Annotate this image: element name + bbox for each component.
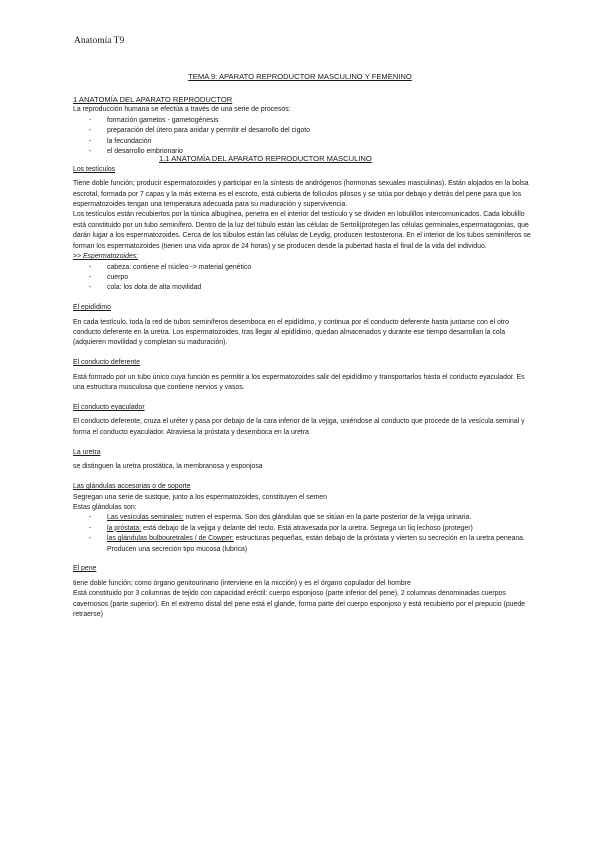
heading-glandulas: Las glándulas accesorias o de soporte [73, 483, 191, 491]
list-item: - cola: los dota de alta movilidad [73, 283, 533, 293]
process-list [73, 116, 533, 158]
paragraph: Estas glándulas son: [73, 503, 137, 511]
heading-conducto-eyaculador: El conducto eyaculador [73, 404, 145, 412]
page-header: Anatomía T9 [74, 36, 125, 46]
list-item [73, 513, 533, 523]
gland-desc: está debajo de la vejiga y delante del recto. Está atravesada por la uretra. Segrega un líq lechoso (proteger) [141, 524, 473, 532]
paragraph: Tiene doble función; producir espermatozoides y participar en la síntesis de andrógenos (hormonas sexuales masculinas). Están alojados en la bolsa escrotal, formada por 7 capas y la más externa es el escroto, está cubierta de folículos pilosos y se sitúa por debajo y detrás del pene para que los espermatozoides tengan una temperatura adecuada para su maduración y supervivencia. [73, 180, 529, 209]
list-item: - la fecundación [73, 137, 533, 147]
espermatozoides-label: >> Espermatozoides: [73, 253, 139, 261]
espermatozoides-list [73, 263, 533, 294]
paragraph: Está constituido por 3 columnas de tejido con capacidad eréctil: cuerpo esponjoso (parte inferior del pene), 2 columnas denominadas cuerpos cavernosos (parte superior). En el extremo distal del pene está el glande, forma parte del cuerpo esponjoso y está recubierto por el prepucio (puede retraerse) [73, 590, 525, 619]
subsection-heading-masculino: 1.1 ANATOMÍA DEL APARATO REPRODUCTOR MASCULINO [159, 154, 372, 164]
paragraph: El conducto deferente, cruza el uréter y pasa por debajo de la cara inferior de la vejiga, uniéndose al conducto que procede de la vesícula seminal y forma el conducto eyaculador. Atraviesa la próstata y desemboca en la uretra [73, 418, 525, 436]
gland-desc: nutren el esperma. Son dos glándulas que se sitúan en la parte posterior de la vejiga urinaria. [183, 514, 472, 522]
paragraph: En cada testículo, toda la red de tubos seminíferos desemboca en el epidídimo, y continua por el conducto deferente hasta juntarse con el otro conducto deferente en la uretra. Los espermatozoides, tras llegar al epidídimo, quedan almacenados y durante ese tiempo desarrollan la cola (adquieren movilidad y completan su maduración). [73, 318, 509, 347]
glandulas-list [73, 513, 533, 555]
paragraph: Está formado por un tubo único cuya función es permitir a los espermatozoides salir del epidídimo y transportarlos hasta el conducto eyaculador. Es una estructura musculosa que contiene nervios y vasos. [73, 373, 525, 392]
list-item: - el desarrollo embrionario [73, 147, 533, 157]
heading-pene: El pene [73, 565, 97, 573]
heading-testiculos: Los testículos [73, 165, 116, 173]
list-item [73, 524, 533, 534]
list-item: - formación gametos - gametogénesis [73, 116, 533, 126]
gland-term: las glándulas bulbouretrales / de Cowper: [107, 535, 234, 543]
section-heading-anatomia: 1 ANATOMÍA DEL APARATO REPRODUCTOR [73, 95, 233, 104]
list-item [73, 534, 533, 555]
document-body [73, 95, 533, 620]
document-title: TEMA 9: APARATO REPRODUCTOR MASCULINO Y FEMENINO [188, 72, 412, 81]
gland-term: Las vesículas seminales: [107, 514, 184, 522]
heading-uretra: La uretra [73, 448, 101, 456]
section-intro: La reproducción humana se efectúa a través de una serie de procesos: [73, 106, 291, 114]
gland-term: la próstata: [107, 524, 142, 532]
paragraph: tiene doble función; como órgano genitourinario (interviene en la micción) y es el órgano copulador del hombre [73, 579, 411, 587]
gland-desc: estructuras pequeñas, están debajo de la próstata y vierten su secreción en la uretra peneana. Producen una secreción tipo mucosa (lubrica) [107, 535, 525, 553]
paragraph: Segregan una serie de sustque, junto a los espermatozoides, constituyen el semen [73, 493, 327, 501]
list-item: - cuerpo [73, 273, 533, 283]
list-item: - preparación del útero para anidar y permitir el desarrollo del cigoto [73, 126, 533, 136]
heading-epididimo: El epidídimo [73, 304, 111, 312]
list-item: - cabeza: contiene el núcleo -> material genético [73, 263, 533, 273]
paragraph: se distinguen la uretra prostática, la membranosa y esponjosa [73, 463, 263, 471]
paragraph: Los testículos están recubiertos por la túnica albugínea, penetra en el interior del testículo y se dividen en lobulillos intercomunicados. Cada lobulillo está constituido por un tubo seminífero. Dentro de la luz del túbulo están las células de Sertoli(protegen las células germinales,espermatogonias, que darán lugar a los espermatozoides. Cerca de los túbulos están las células de Leydig, producen testosterona. En el interior de los tubos seminíferos se forman los espermatozoides (tienen una vida aprox de 24 horas) y se producen desde la pubertad hasta el final de la vida del individuo. [73, 211, 531, 250]
heading-conducto-deferente: El conducto deferente [73, 359, 141, 367]
